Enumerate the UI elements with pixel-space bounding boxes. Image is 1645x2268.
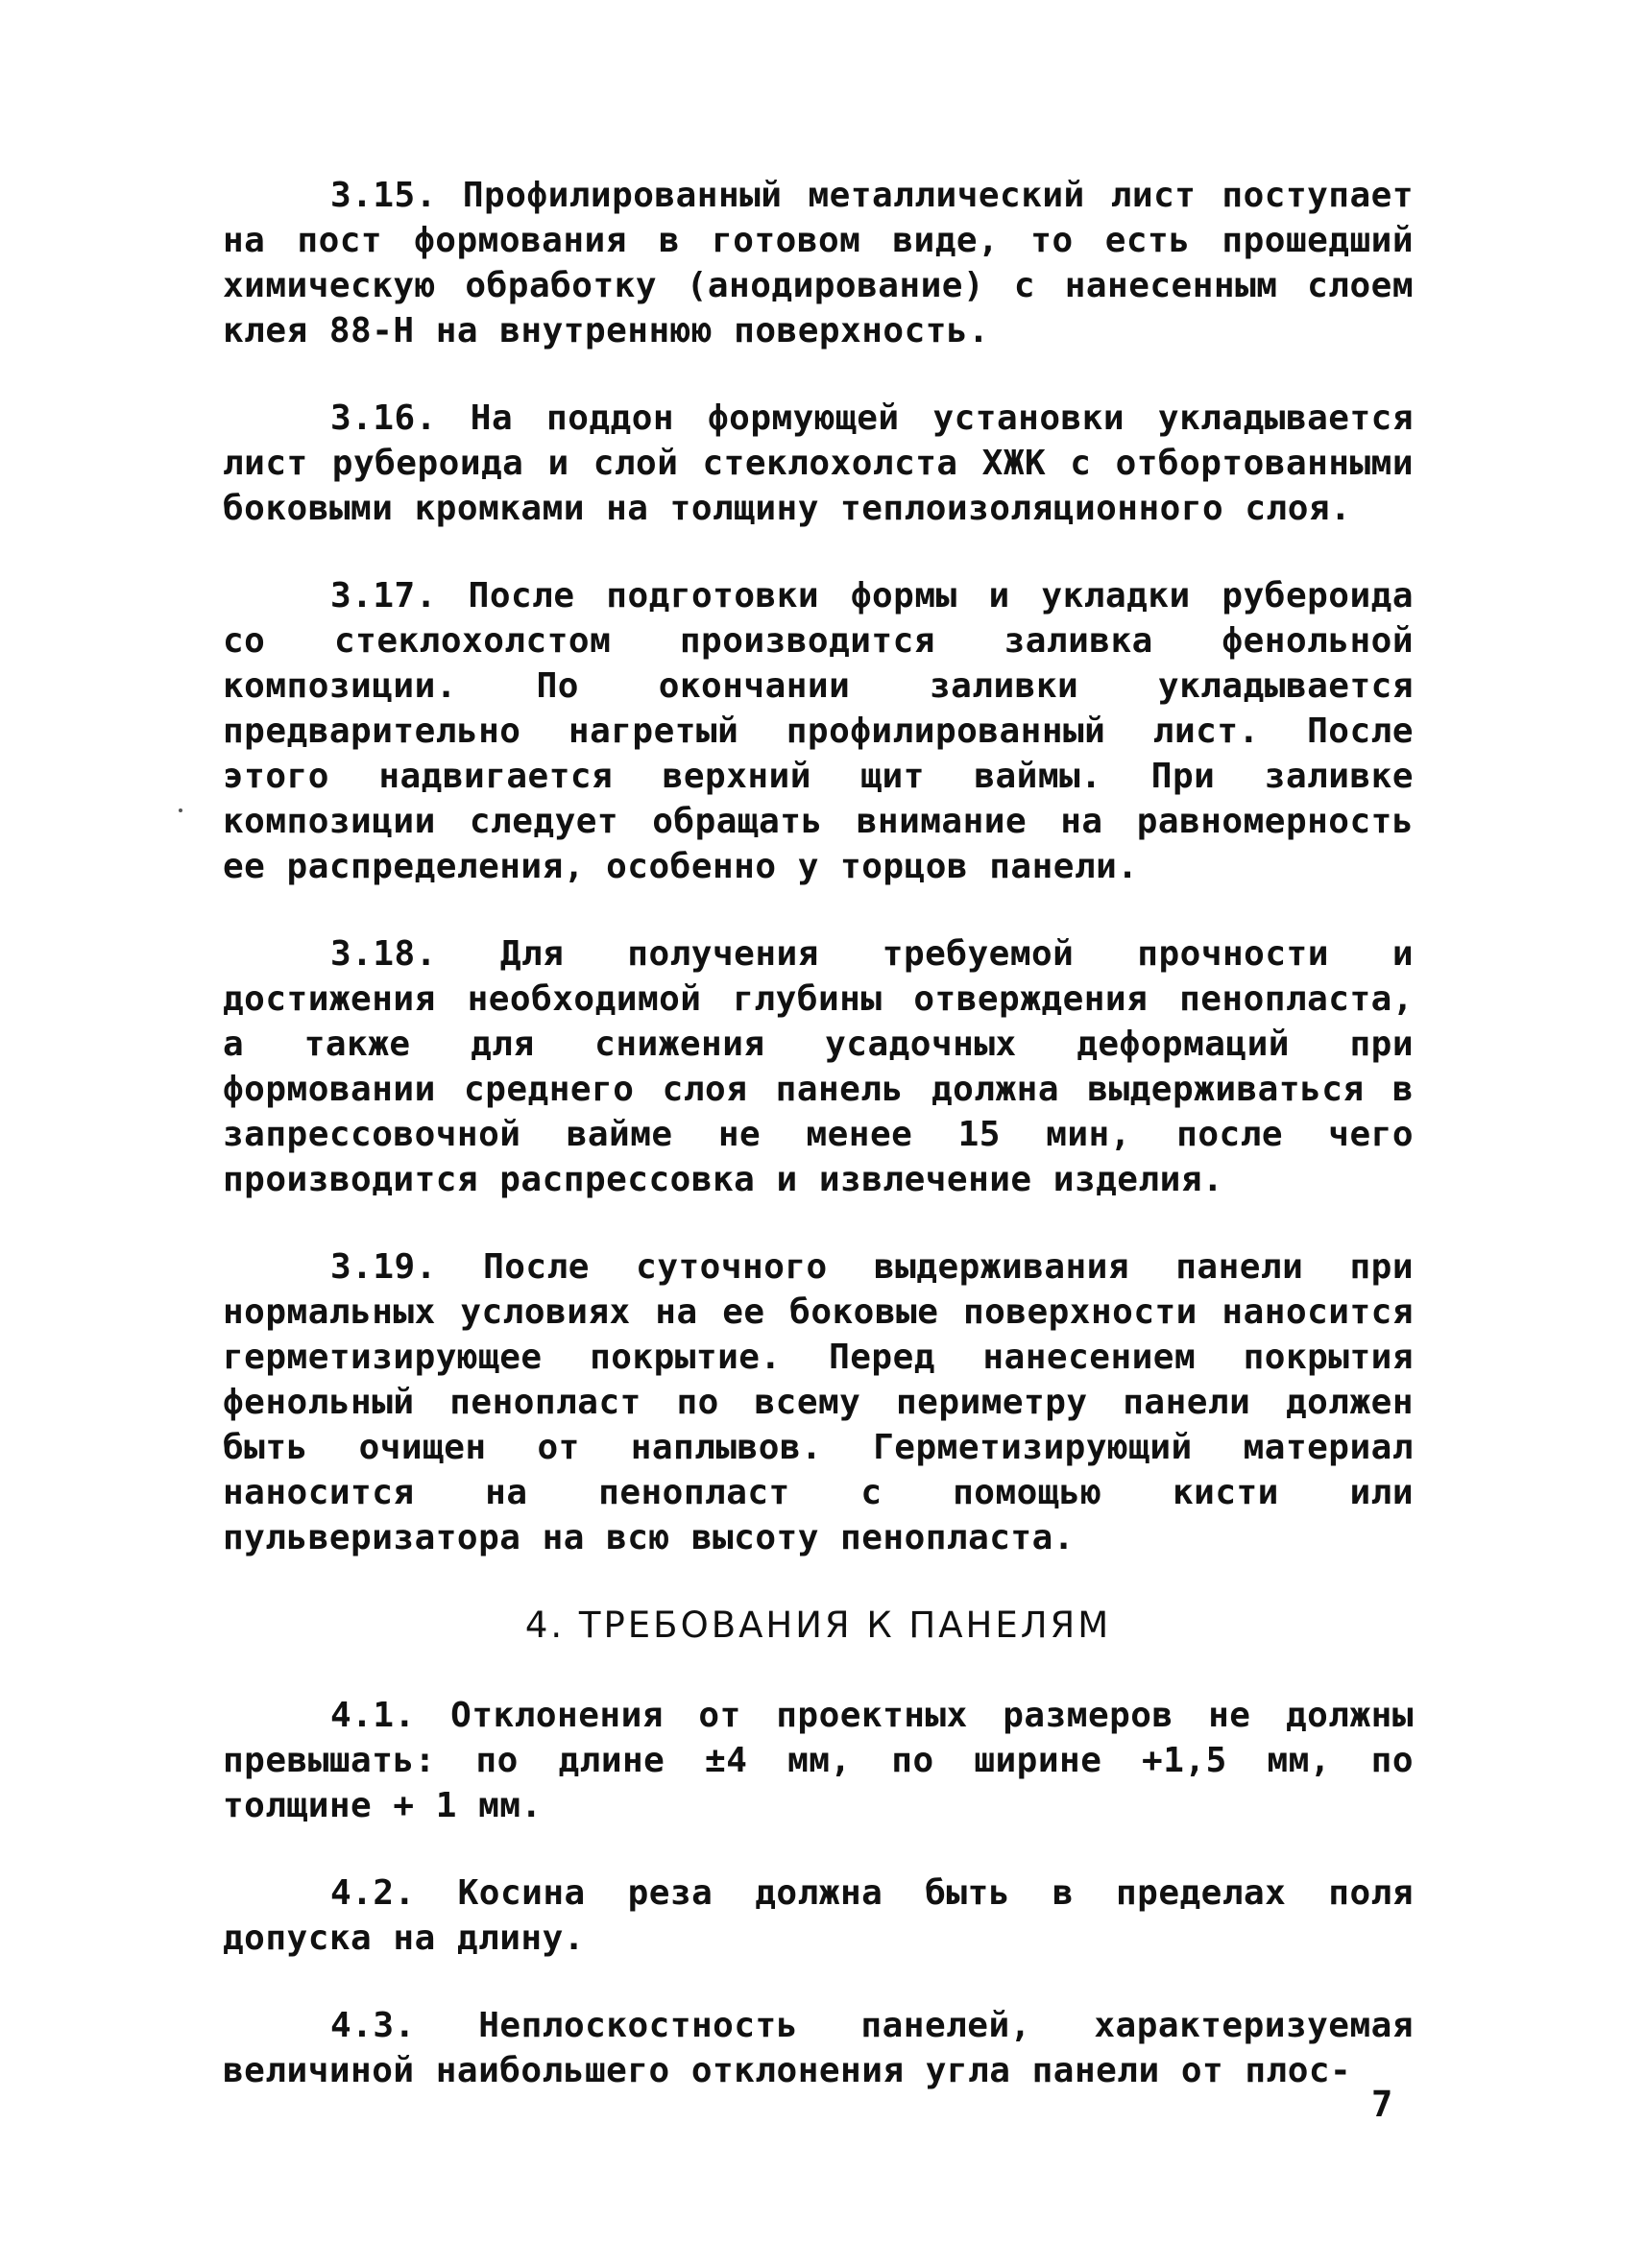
paragraph-3-15: 3.15. Профилированный металлический лист поступает на пост формования в готовом виде, то есть прошедший химическую обработку (анодирование) с нанесенным слоем клея 88-Н на внутреннюю поверхность.: [223, 176, 1414, 350]
paragraph-3-19: 3.19. После суточного выдерживания панели при нормальных условиях на ее боковые поверхности наносится герметизирующее покрытие. Перед нанесением покрытия фенольный пенопласт по всему периметру панели должен быть очищен от наплывов. Герметизирующий материал наносится на пенопласт с помощью кисти или пульверизатора на всю высоту пенопласта.: [223, 1247, 1414, 1557]
paragraph-4-1: 4.1. Отклонения от проектных размеров не должны превышать: по длине ±4 мм, по ширине +1,5 мм, по толщине + 1 мм.: [223, 1696, 1414, 1825]
paragraph-3-16: 3.16. На поддон формующей установки укладывается лист рубероида и слой стеклохолста ХЖК с отбортованными боковыми кромками на толщину теплоизоляционного слоя.: [223, 398, 1414, 528]
text-body: [223, 173, 1414, 2135]
paragraph-4-2: 4.2. Косина реза должна быть в пределах поля допуска на длину.: [223, 1873, 1414, 1958]
scan-speck: [179, 808, 182, 812]
page-number: 7: [1371, 2084, 1393, 2125]
section-heading: 4. ТРЕБОВАНИЯ К ПАНЕЛЯМ: [524, 1604, 1112, 1646]
paragraph-3-18: 3.18. Для получения требуемой прочности и достижения необходимой глубины отверждения пенопласта, а также для снижения усадочных деформаций при формовании среднего слоя панель должна выдерживаться в запрессовочной вайме не менее 15 мин, после чего производится распрессовка и извлечение изделия.: [223, 934, 1414, 1199]
paragraph-4-3: 4.3. Неплоскостность панелей, характеризуемая величиной наибольшего отклонения угла панели от плос-: [223, 2006, 1414, 2090]
paragraph-3-17: 3.17. После подготовки формы и укладки рубероида со стеклохолстом производится заливка фенольной композиции. По окончании заливки укладывается предварительно нагретый профилированный лист. После этого надвигается верхний щит ваймы. При заливке композиции следует обращать внимание на равномерность ее распределения, особенно у торцов панели.: [223, 576, 1414, 886]
